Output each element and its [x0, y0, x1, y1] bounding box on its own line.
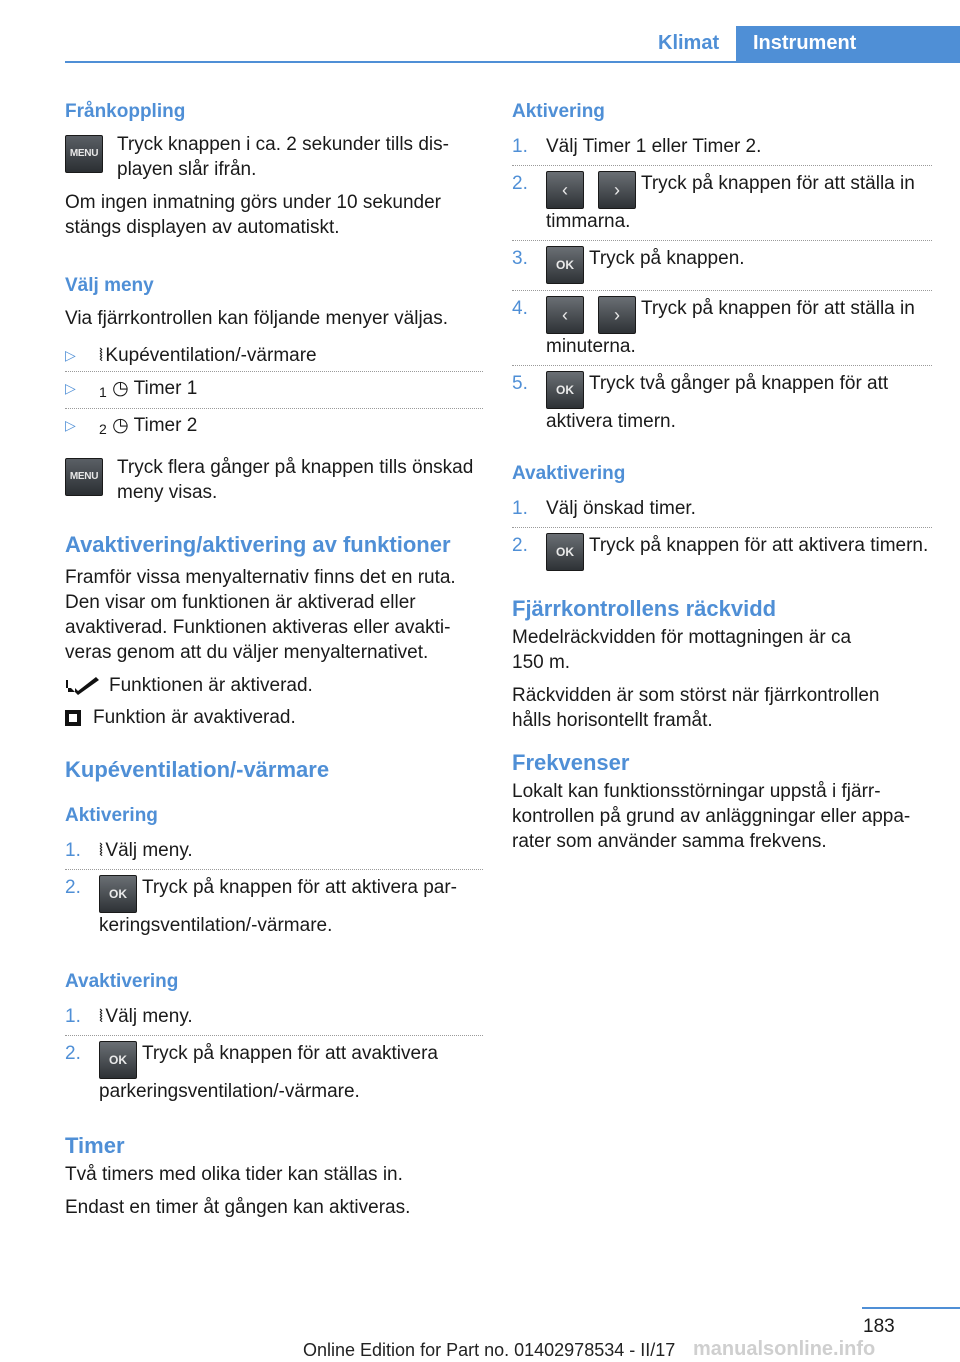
- step-item: [512, 240, 932, 290]
- step-text: Välj Timer 1 eller Timer 2.: [546, 136, 762, 157]
- kupe-akt-steps: [65, 836, 483, 944]
- page-header: [0, 0, 960, 62]
- menu-button-icon: MENU: [65, 458, 103, 496]
- frekvenser-heading: Frekvenser: [512, 750, 630, 775]
- timer-heading: Timer: [65, 1133, 125, 1158]
- timer-p1: Två timers med olika tider kan ställas in.: [65, 1164, 403, 1185]
- step-item: [65, 836, 483, 869]
- list-item-label: Timer 2: [133, 415, 198, 436]
- clock-icon: ◷: [112, 378, 129, 399]
- avakt-funk-para: Framför vissa menyalternativ finns det en ruta. Den visar om funktionen är aktiverad eller avaktiverad. Funktionen aktiveras eller avaktiveras genom att du väljer menyalternativet.: [65, 567, 456, 663]
- list-item-label: Timer 1: [133, 378, 198, 399]
- page-number: 183: [863, 1316, 895, 1337]
- step-text: Tryck på knappen.: [588, 248, 745, 269]
- step-text: Välj meny.: [105, 840, 193, 861]
- step-item: [512, 365, 932, 440]
- step-item: [512, 132, 932, 165]
- inactive-status-row: [65, 705, 483, 730]
- triangle-bullet-icon: ▷: [65, 380, 76, 396]
- arrow-left-icon: ‹: [546, 296, 584, 334]
- step-number: 2.: [65, 877, 81, 898]
- frankoppling-text: Tryck knappen i ca. 2 sekunder tills displayen slår ifrån.: [117, 134, 449, 180]
- step-number: 2.: [512, 173, 528, 194]
- step-item: [512, 165, 932, 240]
- right-avakt-steps: [512, 494, 932, 577]
- valj-meny-intro: Via fjärrkontrollen kan följande menyer väljas.: [65, 308, 449, 329]
- left-column: [65, 100, 483, 1228]
- step-number: 3.: [512, 248, 528, 269]
- frekvenser-p1: Lokalt kan funktionsstörningar uppstå i fjärrkontrollen på grund av anläggningar eller apparater som använder samma frekvens.: [512, 781, 911, 852]
- right-akt-heading: Aktivering: [512, 101, 605, 122]
- kupe-heading: Kupéventilation/-värmare: [65, 757, 330, 782]
- step-item: [65, 869, 483, 944]
- ok-button-icon: OK: [99, 1041, 137, 1079]
- valj-meny-heading: Välj meny: [65, 275, 154, 296]
- list-item-label: Kupéventilation/-värmare: [105, 345, 317, 366]
- rackvidd-p1: Medelräckvidden för mottagningen är ca 150 m.: [512, 627, 852, 673]
- ok-button-icon: OK: [546, 371, 584, 409]
- step-text: Tryck på knappen för att ställa in timmarna.: [546, 173, 915, 232]
- avakt-funk-heading: Avaktivering/aktivering av funktioner: [65, 532, 451, 557]
- tab-instrument[interactable]: Instrument: [736, 26, 960, 61]
- rackvidd-heading: Fjärrkontrollens räckvidd: [512, 596, 777, 621]
- checkmark-icon: [65, 676, 101, 696]
- step-item: [65, 1002, 483, 1035]
- watermark: manualsonline.info: [693, 1338, 876, 1360]
- arrow-right-icon: ›: [598, 171, 636, 209]
- frankoppling-heading: Frånkoppling: [65, 101, 186, 122]
- ok-button-icon: OK: [546, 246, 584, 284]
- kupe-akt-heading: Aktivering: [65, 805, 158, 826]
- ventilation-icon: ⦚⦚: [99, 841, 101, 860]
- step-item: [65, 1035, 483, 1110]
- arrow-right-icon: ›: [598, 296, 636, 334]
- step-text: Välj önskad timer.: [546, 498, 696, 519]
- frankoppling-instruction: [65, 132, 483, 182]
- inactive-text: Funktion är avaktiverad.: [93, 707, 296, 728]
- arrow-left-icon: ‹: [546, 171, 584, 209]
- edition-text: Online Edition for Part no. 01402978534 - II/17: [303, 1340, 676, 1360]
- kupe-avakt-heading: Avaktivering: [65, 971, 179, 992]
- menu-button-icon: MENU: [65, 135, 103, 173]
- footer-rule: [862, 1307, 960, 1309]
- timer-p2: Endast en timer åt gången kan aktiveras.: [65, 1197, 411, 1218]
- list-item: [65, 371, 483, 408]
- timer-number: 2: [99, 421, 107, 437]
- valj-meny-after: Tryck flera gånger på knappen tills önskad meny visas.: [117, 457, 474, 503]
- triangle-bullet-icon: ▷: [65, 417, 76, 433]
- list-item: [65, 339, 483, 371]
- step-text: Tryck på knappen för att ställa in minuterna.: [546, 298, 915, 357]
- step-number: 4.: [512, 298, 528, 319]
- list-item: [65, 408, 483, 445]
- step-text: Tryck på knappen för att aktivera parkeringsventilation/-värmare.: [99, 877, 457, 936]
- step-number: 1.: [512, 498, 528, 519]
- step-item: [512, 494, 932, 527]
- step-number: 2.: [65, 1043, 81, 1064]
- step-number: 5.: [512, 373, 528, 394]
- valj-meny-instruction: [65, 455, 483, 505]
- step-item: [512, 527, 932, 577]
- frankoppling-para: Om ingen inmatning görs under 10 sekunder stängs displayen av automatiskt.: [65, 192, 442, 238]
- ok-button-icon: OK: [546, 533, 584, 571]
- menu-list: [65, 339, 483, 445]
- right-avakt-heading: Avaktivering: [512, 463, 626, 484]
- step-text: Välj meny.: [105, 1006, 193, 1027]
- rackvidd-p2: Räckvidden är som störst när fjärrkontrollen hålls horisontellt framåt.: [512, 685, 880, 731]
- header-rule: [65, 61, 960, 63]
- tab-klimat[interactable]: Klimat: [658, 32, 720, 54]
- active-text: Funktionen är aktiverad.: [109, 675, 313, 696]
- step-text: Tryck på knappen för att aktivera timern.: [588, 535, 929, 556]
- ventilation-icon: ⦚⦚: [99, 1007, 101, 1026]
- step-text: Tryck på knappen för att avaktivera parkeringsventilation/-värmare.: [99, 1043, 438, 1102]
- ventilation-icon: ⦚⦚: [99, 346, 101, 365]
- step-number: 1.: [65, 840, 81, 861]
- right-akt-steps: [512, 132, 932, 440]
- step-text: Tryck två gånger på knappen för att aktivera timern.: [546, 373, 889, 432]
- step-number: 1.: [65, 1006, 81, 1027]
- right-column: [512, 100, 932, 862]
- step-number: 2.: [512, 535, 528, 556]
- timer-number: 1: [99, 384, 107, 400]
- triangle-bullet-icon: ▷: [65, 347, 76, 363]
- step-item: [512, 290, 932, 365]
- kupe-avakt-steps: [65, 1002, 483, 1110]
- clock-icon: ◷: [112, 415, 129, 436]
- ok-button-icon: OK: [99, 875, 137, 913]
- step-number: 1.: [512, 136, 528, 157]
- active-status-row: [65, 673, 483, 698]
- empty-checkbox-icon: [65, 710, 81, 726]
